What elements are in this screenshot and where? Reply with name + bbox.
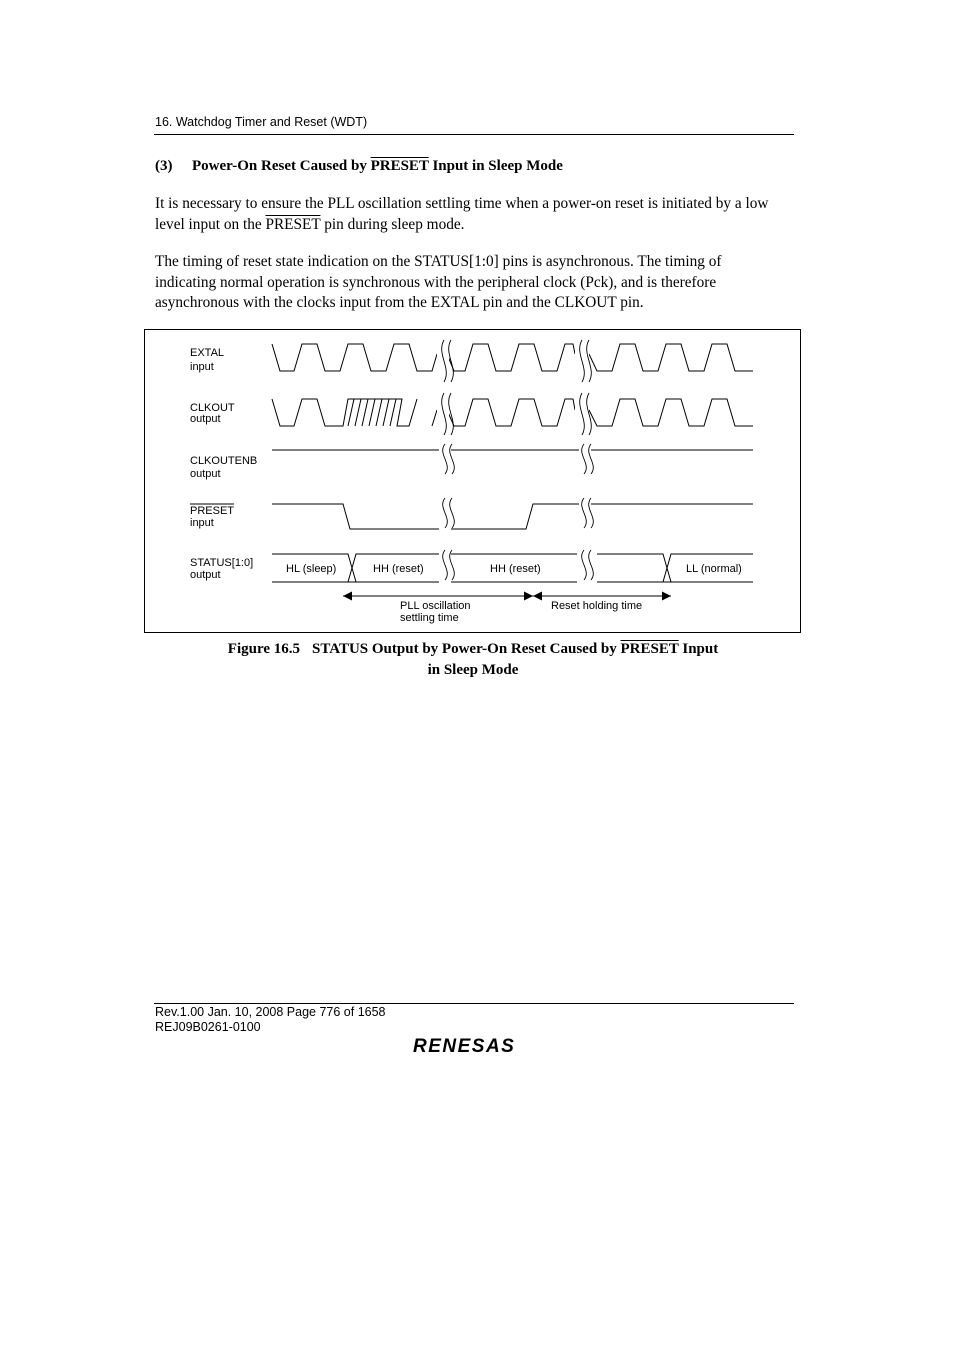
signal-label-status — [190, 557, 253, 581]
figure-title-signal: PRESET — [620, 641, 679, 657]
para1-text-b: pin during sleep mode. — [320, 215, 465, 233]
signal-label-preset-name: PRESET — [190, 505, 235, 517]
section-title-prefix: Power-On Reset Caused by — [192, 158, 371, 174]
break-mask-3 — [439, 442, 451, 597]
timing-diagram — [145, 330, 800, 632]
pll-settling-label-2: settling time — [400, 612, 459, 624]
reset-holding-label: Reset holding time — [551, 600, 643, 612]
figure-title-suffix: Input — [678, 641, 719, 657]
figure-title-line2: in Sleep Mode — [427, 662, 519, 678]
signal-label-clkoutenb-name: CLKOUTENB — [190, 455, 258, 467]
figure-title-prefix: STATUS Output by Power-On Reset Caused by — [312, 641, 621, 657]
paragraph-status-timing: The timing of reset state indication on the STATUS[1:0] pins is asynchronous. The timing of indicating normal operation is synchronous with the peripheral clock (Pck), and is therefore asynchronous with the clocks input from the EXTAL pin and the CLKOUT pin. — [155, 253, 722, 312]
running-header: 16. Watchdog Timer and Reset (WDT) — [155, 115, 368, 129]
status-state-reset-1: HH (reset) — [373, 563, 424, 575]
waveform-preset — [272, 504, 753, 529]
signal-label-clkout-name: CLKOUT — [190, 402, 235, 414]
renesas-logo-text: RENESAS — [413, 1036, 516, 1057]
section-number: (3) — [155, 158, 173, 174]
status-state-normal: LL (normal) — [686, 563, 742, 575]
clkout-unstable-hatch — [348, 399, 396, 426]
renesas-logo — [413, 1035, 535, 1057]
signal-label-clkout — [190, 402, 235, 425]
paragraph-pll-settling — [155, 194, 785, 235]
status-state-reset-2: HH (reset) — [490, 563, 541, 575]
pll-settling-label-1: PLL oscillation — [400, 600, 471, 612]
signal-label-status-name: STATUS[1:0] — [190, 557, 254, 569]
break-mask-1 — [437, 338, 449, 433]
signal-label-clkoutenb — [190, 455, 257, 480]
para1-text-a: It is necessary to ensure the PLL oscillation settling time when a power-on reset is initiated by a low level input on the — [155, 195, 769, 233]
signal-label-extal — [190, 347, 224, 373]
break-mask-4 — [579, 442, 591, 597]
figure-frame — [144, 329, 801, 633]
figure-label: Figure 16.5 — [227, 641, 300, 657]
section-heading — [155, 158, 563, 175]
footer-revision: Rev.1.00 Jan. 10, 2008 Page 776 of 1658 — [155, 1005, 386, 1019]
figure-caption — [150, 639, 796, 681]
section-title-suffix: Input in Sleep Mode — [428, 158, 563, 174]
signal-label-preset — [190, 504, 234, 529]
signal-label-clkout-dir: output — [190, 413, 221, 425]
waveform-clkout — [272, 399, 753, 426]
signal-label-extal-name: EXTAL — [190, 347, 225, 359]
section-title-signal: PRESET — [370, 158, 429, 174]
status-state-sleep: HL (sleep) — [286, 563, 337, 575]
signal-label-extal-dir: input — [190, 361, 214, 373]
header-rule — [154, 134, 794, 135]
break-marks — [442, 340, 594, 580]
signal-label-preset-dir: input — [190, 517, 214, 529]
signal-label-clkoutenb-dir: output — [190, 468, 221, 480]
footer-document-number: REJ09B0261-0100 — [155, 1020, 261, 1034]
waveform-extal — [272, 344, 753, 371]
footer-rule — [154, 1003, 794, 1004]
signal-label-status-dir: output — [190, 569, 221, 581]
para1-signal: PRESET — [265, 215, 321, 233]
